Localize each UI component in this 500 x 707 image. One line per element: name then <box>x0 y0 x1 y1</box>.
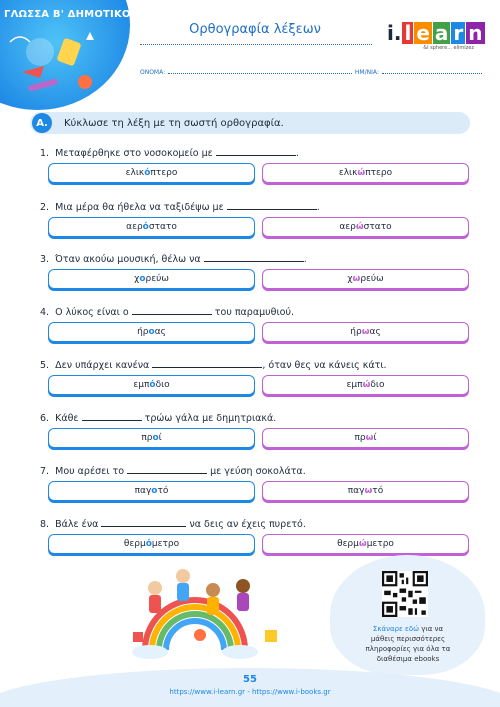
option-right-2[interactable] <box>262 217 469 237</box>
option-part: εμπ <box>133 380 150 390</box>
question-number: 2. <box>40 202 50 213</box>
question-text-after: του παραμυθιού. <box>214 307 295 318</box>
option-left-5[interactable] <box>48 375 255 395</box>
qr-caption <box>338 624 478 664</box>
option-right-8[interactable] <box>262 534 469 554</box>
option-right-5[interactable] <box>262 375 469 395</box>
option-left-2[interactable] <box>48 217 255 237</box>
answer-blank[interactable] <box>132 306 212 315</box>
question-number: 5. <box>40 360 50 371</box>
option-part: ας <box>369 327 381 337</box>
option-vowel: ό <box>142 222 149 232</box>
question-text-before: Όταν ακούω μουσική, θέλω να <box>55 254 201 265</box>
question-number: 7. <box>40 466 50 477</box>
page-number: 55 <box>243 674 257 685</box>
question-number: 1. <box>40 148 50 159</box>
question-text-after: , όταν θες να κάνεις κάτι. <box>262 360 387 371</box>
date-field[interactable] <box>382 68 482 74</box>
logo-tagline: &I sphere... elimizez <box>423 45 474 51</box>
qr-caption-line: διαθέσιμα ebooks <box>376 655 440 663</box>
option-part: πτερο <box>150 168 178 178</box>
option-part: ί <box>373 433 377 443</box>
school-doodle-icon <box>0 22 120 102</box>
logo-i: i. <box>387 21 402 45</box>
question-text-before: Μου αρέσει το <box>55 466 124 477</box>
ilearn-logo <box>387 22 482 62</box>
option-left-1[interactable] <box>48 163 255 183</box>
question-text-after: με γεύση σοκολάτα. <box>210 466 306 477</box>
option-part: ρεύω <box>360 274 384 284</box>
logo-letter: l <box>404 21 412 45</box>
option-vowel: ω <box>361 327 370 337</box>
section-instruction: Κύκλωσε τη λέξη με τη σωστή ορθογραφία. <box>64 117 284 129</box>
question-text-after: . <box>295 148 299 159</box>
logo-letter: e <box>416 21 430 45</box>
option-part: παγ <box>347 486 365 496</box>
qr-caption-line: μάθεις περισσότερες <box>370 635 446 643</box>
option-part: μετρο <box>151 539 180 549</box>
question-text-after: να δεις αν έχεις πυρετό. <box>189 519 306 530</box>
option-part: πρ <box>141 433 153 443</box>
qr-caption-line: πληροφορίες για όλα τα <box>365 645 451 653</box>
answer-blank[interactable] <box>152 359 262 368</box>
option-part: διο <box>155 380 170 390</box>
title-underline <box>140 44 372 45</box>
option-part: θερμ <box>123 539 146 549</box>
option-part: στατο <box>363 222 392 232</box>
kids-rainbow-illustration <box>125 560 285 660</box>
option-part: πτερο <box>365 168 393 178</box>
question-number: 3. <box>40 254 50 265</box>
question-5 <box>40 359 470 371</box>
option-part: αερ <box>339 222 356 232</box>
option-part: τό <box>157 486 169 496</box>
option-part: παγ <box>134 486 152 496</box>
logo-letter: n <box>468 21 483 45</box>
qr-caption-line: για να <box>421 625 444 633</box>
option-part: τό <box>372 486 384 496</box>
qr-code-icon[interactable] <box>382 571 428 617</box>
option-vowel: ω <box>352 274 361 284</box>
option-part: ελικ <box>125 168 145 178</box>
option-vowel: ο <box>152 433 159 443</box>
option-part: χ <box>347 274 353 284</box>
option-vowel: ω <box>364 486 373 496</box>
question-text-before: Κάθε <box>55 413 79 424</box>
name-date-row <box>140 68 485 76</box>
option-vowel: ό <box>149 380 156 390</box>
option-part: μετρο <box>366 539 394 549</box>
question-7 <box>40 465 470 477</box>
option-part: ήρ <box>350 327 362 337</box>
option-vowel: ώ <box>355 222 364 232</box>
question-2 <box>40 201 470 213</box>
answer-blank[interactable] <box>101 518 186 527</box>
name-label: ΟΝΟΜΑ: <box>140 69 166 76</box>
answer-blank[interactable] <box>82 412 142 421</box>
option-left-4[interactable] <box>48 322 255 342</box>
question-text-before: Μεταφέρθηκε στο νοσοκομείο με <box>55 148 213 159</box>
question-text-after: . <box>316 202 320 213</box>
option-vowel: ο <box>151 486 158 496</box>
option-part: πρ <box>354 433 366 443</box>
option-part: ρεύω <box>145 274 169 284</box>
question-6 <box>40 412 470 424</box>
question-text-before: Βάλε ένα <box>55 519 99 530</box>
footer-links[interactable]: https://www.i-learn.gr - https://www.i-books.gr <box>169 688 331 696</box>
question-text-before: Μια μέρα θα ήθελα να ταξιδέψω με <box>55 202 224 213</box>
option-part: χ <box>134 274 140 284</box>
question-text-after: . <box>303 254 307 265</box>
option-vowel: ο <box>148 327 155 337</box>
name-field[interactable] <box>168 68 352 74</box>
answer-blank[interactable] <box>127 465 207 474</box>
option-right-6[interactable] <box>262 428 469 448</box>
option-vowel: ώ <box>358 539 367 549</box>
question-4 <box>40 306 470 318</box>
option-part: αερ <box>126 222 143 232</box>
date-label: ΗΜ/ΝΙΑ: <box>354 69 379 76</box>
option-vowel: ο <box>139 274 146 284</box>
section-header <box>30 112 470 134</box>
option-vowel: ό <box>144 168 151 178</box>
option-vowel: ό <box>145 539 152 549</box>
question-text-before: Ο λύκος είναι ο <box>55 307 129 318</box>
answer-blank[interactable] <box>204 253 304 262</box>
option-left-8[interactable] <box>48 534 255 554</box>
option-right-4[interactable] <box>262 322 469 342</box>
section-letter-badge: Α. <box>32 113 52 133</box>
option-part: ελικ <box>338 168 358 178</box>
option-left-3[interactable] <box>48 269 255 289</box>
question-text-after: τρώω γάλα με δημητριακά. <box>144 413 277 424</box>
question-text-before: Δεν υπάρχει κανένα <box>55 360 150 371</box>
question-number: 6. <box>40 413 50 424</box>
option-right-1[interactable] <box>262 163 469 183</box>
answer-blank[interactable] <box>227 201 317 210</box>
question-8 <box>40 518 470 530</box>
question-1 <box>40 147 470 159</box>
subject-label: ΓΛΩΣΣΑ Β' ΔΗΜΟΤΙΚΟΥ <box>4 9 139 20</box>
question-number: 4. <box>40 307 50 318</box>
option-vowel: ώ <box>362 380 371 390</box>
option-part: ήρ <box>137 327 149 337</box>
option-right-3[interactable] <box>262 269 469 289</box>
logo-letter: r <box>453 21 464 45</box>
option-left-7[interactable] <box>48 481 255 501</box>
question-3 <box>40 253 470 265</box>
answer-blank[interactable] <box>216 147 296 156</box>
option-part: ί <box>158 433 162 443</box>
option-right-7[interactable] <box>262 481 469 501</box>
logo-letter: a <box>434 21 449 45</box>
question-number: 8. <box>40 519 50 530</box>
option-part: ας <box>154 327 166 337</box>
scan-here-link[interactable]: Σκάναρε εδώ <box>372 625 419 633</box>
option-part: θερμ <box>337 539 359 549</box>
option-part: διο <box>370 380 385 390</box>
option-part: στατο <box>148 222 177 232</box>
option-vowel: ώ <box>357 168 366 178</box>
page-title: Ορθογραφία λέξεων <box>189 22 321 37</box>
option-part: εμπ <box>346 380 363 390</box>
option-left-6[interactable] <box>48 428 255 448</box>
option-vowel: ω <box>365 433 374 443</box>
